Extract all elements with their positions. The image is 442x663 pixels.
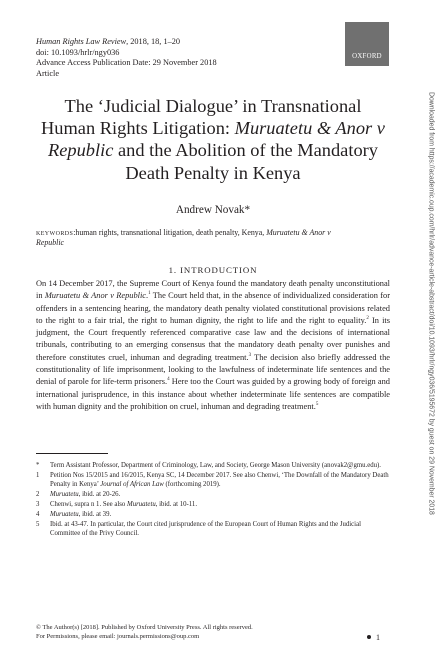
keywords-case-term: Muruatetu & Anor v Republic — [36, 228, 331, 248]
footnote-divider — [36, 453, 108, 454]
section-heading: 1. INTRODUCTION — [168, 265, 258, 275]
footnote-mark: 5 — [36, 520, 40, 528]
keywords-label: keywords — [36, 228, 74, 237]
citation-details: , 2018, 18, 1–20 — [126, 37, 181, 46]
title-case-name: Muruatetu & Anor v Republic — [48, 118, 385, 161]
footnote-italic: Muruatetu — [50, 510, 79, 518]
keywords-terms: human rights, transnational litigation, death penalty, Kenya, — [75, 228, 267, 237]
keywords — [36, 228, 356, 249]
footnote-mark: 1 — [36, 471, 40, 479]
footnote-text — [50, 520, 390, 538]
journal-citation — [36, 37, 217, 48]
page-number — [367, 633, 380, 642]
footnote-plain: Petition Nos 15/2015 and 16/2015, Kenya SC, 14 December 2017. See also Chenwi, ‘The Downfall of the Mandatory Death Penalty in Kenya’ — [50, 471, 389, 488]
footnote-italic: Journal of African Law — [100, 480, 164, 488]
author-name: Andrew Novak — [175, 204, 245, 216]
case-name: Muruatetu & Anor v Republic — [44, 291, 146, 301]
footnote — [36, 500, 390, 509]
footnote-after: , ibid. at 10-11. — [155, 500, 198, 508]
bullet-icon — [367, 635, 371, 639]
footnote-text — [50, 500, 390, 509]
author-line — [36, 204, 390, 216]
footnote-mark: 2 — [36, 490, 40, 498]
footnote-ref[interactable]: 2 — [366, 316, 369, 322]
download-watermark — [424, 92, 438, 612]
body-sentence: The decision also briefly addressed the constitutionality of life imprisonment, looking to the lawfulness of indeterminate life sentences and the denial of parole for life-term prisoners. — [36, 352, 390, 387]
body-sentence: In its judgment, the Court frequently referenced comparative case law and the decisions of international tribunals, contributing to an emerging consensus that the mandatory death penalty over punishes and therefore constitutes cruel, inhuman and degrading treatment. — [36, 315, 390, 362]
introduction-paragraph — [36, 278, 390, 413]
title-part2: and the Abolition of the Mandatory Death Penalty in Kenya — [113, 140, 378, 183]
publisher-logo — [345, 22, 389, 66]
footnotes — [36, 461, 390, 539]
footnote-italic: Muruatetu — [50, 490, 79, 498]
page-number-value: 1 — [376, 633, 380, 642]
footnote — [36, 461, 390, 470]
permissions-line: For Permissions, please email: journals.permissions@oup.com — [36, 633, 200, 641]
footnote — [36, 510, 390, 519]
body-punctuation: . — [146, 291, 149, 301]
footnote-ref[interactable]: 1 — [148, 291, 151, 297]
doi[interactable]: doi: 10.1093/hrlr/ngy036 — [36, 47, 120, 57]
footnote-ref[interactable]: 5 — [315, 402, 319, 408]
download-watermark-text: Downloaded from https://academic.oup.com/hrlr/advance-article-abstract/doi/10.1093/hrlr/ngy036/5195672 by guest on 29 November 2018 — [427, 92, 435, 515]
article-metadata — [36, 37, 217, 79]
copyright-line: © The Author(s) [2018]. Published by Oxford University Press. All rights reserved. — [36, 624, 253, 631]
publisher-logo-text: OXFORD — [352, 53, 382, 60]
footnote-text — [50, 510, 390, 519]
access-date: Advance Access Publication Date: 29 November 2018 — [36, 58, 217, 68]
body-text — [36, 278, 390, 413]
article-title — [36, 95, 390, 184]
article-type: Article — [36, 68, 60, 78]
author-footnote-mark[interactable]: * — [244, 204, 251, 216]
footnote-text — [50, 490, 390, 499]
footnote-plain: Chenwi, supra n 1. See also — [50, 500, 128, 508]
footnote-after: , ibid. at 20-26. — [78, 490, 121, 498]
footnote-text — [50, 471, 390, 489]
footnote-after: , ibid. at 39. — [78, 510, 112, 518]
footnote — [36, 471, 390, 489]
journal-name: Human Rights Law Review — [36, 37, 127, 46]
footnote-plain: Term Assistant Professor, Department of Criminology, Law, and Society, George Mason University (anovak2@gmu.edu). — [50, 462, 382, 469]
footnote-mark: 3 — [36, 500, 40, 508]
footnote — [36, 490, 390, 499]
copyright-notice — [36, 623, 253, 641]
footnote-ref[interactable]: 3 — [248, 352, 252, 358]
footnote-plain: Ibid. at 43-47. In particular, the Court cited jurisprudence of the European Court of Human Rights and the Judicial Committee of the Privy Council. — [50, 520, 361, 537]
footnote-after: (forthcoming 2019). — [163, 480, 221, 488]
footnote-mark: 4 — [36, 510, 40, 518]
title-part1: The ‘Judicial Dialogue’ in Transnational Human Rights Litigation: — [41, 96, 362, 139]
footnote-text — [50, 461, 390, 470]
footnote-italic: Muruatetu — [127, 500, 156, 508]
body-sentence: The Court held that, in the absence of individualized consideration for offenders in a sentencing hearing, the mandatory death penalty violated constitutional provisions related to the right to a fair trial, the right to human dignity, the right to life and the right to equality. — [36, 291, 390, 325]
footnote-mark: * — [36, 462, 40, 469]
body-sentence: On 14 December 2017, the Supreme Court of Kenya found the mandatory death penalty unconstitutional in — [36, 279, 390, 301]
keywords-colon: : — [73, 228, 76, 237]
footnote-ref[interactable]: 4 — [167, 377, 170, 383]
body-sentence: Here too the Court was guided by a growing body of foreign and international jurisprudence, in this instance about whether indeterminate life sentences are compatible with human dignity and the prohibition on cruel, inhuman and degrading treatment. — [36, 377, 390, 411]
footnote — [36, 520, 390, 538]
